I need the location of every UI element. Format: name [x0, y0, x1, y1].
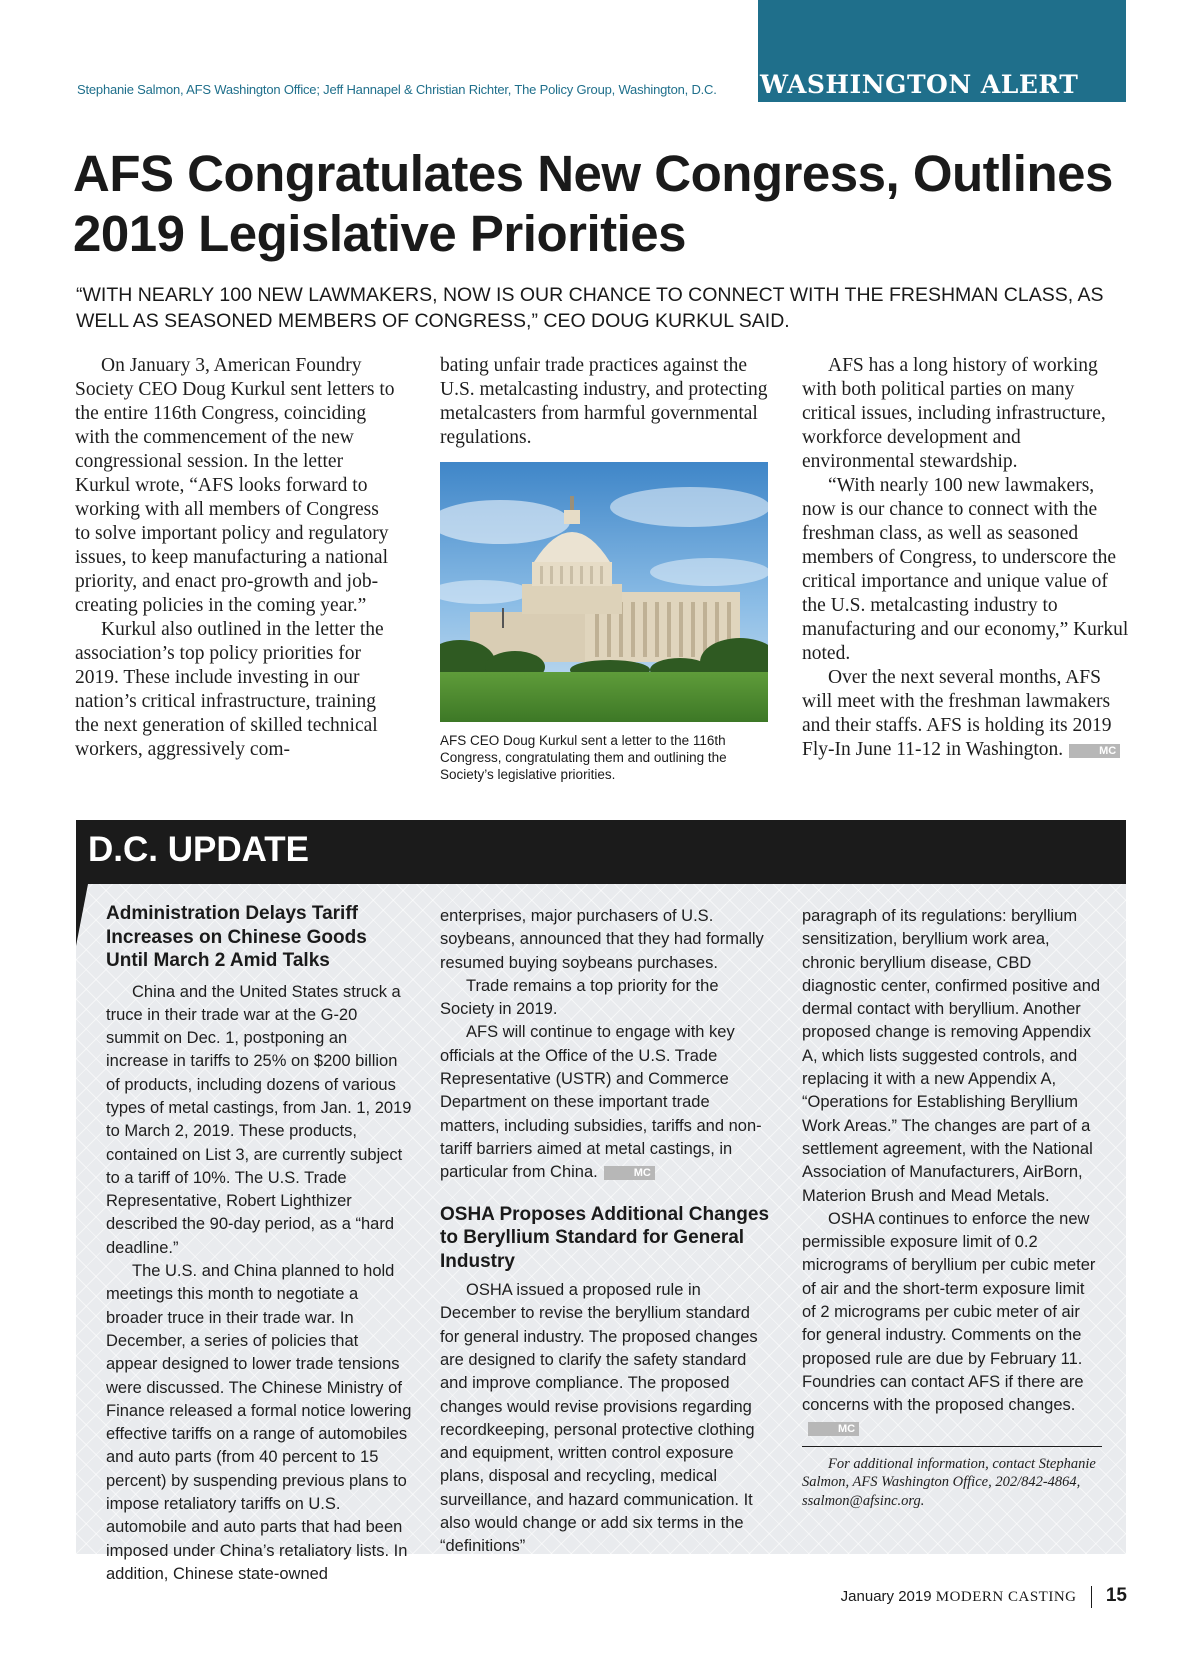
byline: Stephanie Salmon, AFS Washington Office; Jeff Hannapel & Christian Richter, The Policy Group, Washington, D.C.	[77, 82, 717, 97]
end-mark: MC	[1069, 744, 1120, 758]
article-title: AFS Congratulates New Congress, Outlines 2019 Legislative Priorities	[73, 145, 1113, 262]
paragraph-text: OSHA continues to enforce the new permissible exposure limit of 0.2 micrograms of beryllium per cubic meter of air and the short-term exposure limit of 2 micrograms per cubic meter of air for general industry. Comments on the proposed rule are due by February 11. Foundries can contact AFS if there are concerns with the proposed changes.	[802, 1209, 1096, 1415]
page-footer	[802, 1585, 1127, 1608]
dc-column-1	[106, 902, 414, 1586]
paragraph: “With nearly 100 new lawmakers, now is our chance to connect with the freshman class, as well as seasoned members of Congress, to underscore the critical importance and unique value of the U.S. metalcasting industry to manufacturing and our economy,” Kurkul noted.	[802, 475, 1129, 664]
paragraph: China and the United States struck a truce in their trade war at the G-20 summit on Dec. 1, postponing an increase in tariffs to 25% on $200 billion of products, including dozens of various types of metal castings, from Jan. 1, 2019 to March 2, 2019. These products, contained on List 3, are currently subject to a tariff of 10%. The U.S. Trade Representative, Robert Lighthizer described the 90-day period, as a “hard deadline.”	[106, 982, 412, 1257]
magazine-name: MODERN CASTING	[935, 1589, 1077, 1605]
capitol-photo	[440, 462, 768, 722]
paragraph	[802, 666, 1132, 762]
end-mark: MC	[808, 1422, 859, 1436]
contact-info: For additional information, contact Stephanie Salmon, AFS Washington Office, 202/842-4864, ssalmon@afsinc.org.	[802, 1455, 1096, 1509]
page-number: 15	[1105, 1585, 1127, 1606]
paragraph: bating unfair trade practices against the U.S. metalcasting industry, and protecting metalcasters from harmful governmental regulations.	[440, 355, 768, 448]
paragraph-text: AFS will continue to engage with key officials at the Office of the U.S. Trade Representative (USTR) and Commerce Department on these important trade matters, including subsidies, tariffs and non-tariff barriers aimed at metal castings, in particular from China.	[440, 1023, 762, 1182]
dc-column-2	[440, 905, 770, 1559]
article-column-2	[440, 354, 770, 450]
paragraph: Kurkul also outlined in the letter the association’s top policy priorities for 2019. These include investing in our nation’s critical infrastructure, training the next generation of skilled technical workers, aggressively com-	[75, 619, 384, 760]
article-column-3	[802, 354, 1132, 762]
paragraph: enterprises, major purchasers of U.S. soybeans, announced that they had formally resumed buying soybeans purchases.	[440, 907, 764, 972]
paragraph	[440, 1021, 770, 1184]
dc-update-notch	[76, 884, 88, 946]
story-heading: OSHA Proposes Additional Changes to Beryllium Standard for General Industry	[440, 1203, 770, 1272]
paragraph: The U.S. and China planned to hold meetings this month to negotiate a broader truce in their trade war. In December, a series of policies that appear designed to lower trade tensions were discussed. The Chinese Ministry of Finance released a formal notice lowering effective tariffs on a range of automobiles and auto parts (from 40 percent to 15 percent) by suspending previous plans to impose retaliatory tariffs on U.S. automobile and auto parts that had been imposed under China’s retaliatory lists. In addition, Chinese state-owned	[106, 1262, 412, 1583]
paragraph-text: Over the next several months, AFS will meet with the freshman lawmakers and their staffs. AFS is holding its 2019 Fly-In June 11-12 in Washington.	[802, 667, 1112, 760]
dc-update-title: D.C. UPDATE	[88, 830, 310, 869]
end-mark: MC	[604, 1166, 655, 1180]
paragraph: paragraph of its regulations: beryllium sensitization, beryllium work area, chronic beryllium disease, CBD diagnostic center, confirmed positive and dermal contact with beryllium. Another proposed change is removing Appendix A, which lists suggested controls, and replacing it with a new Appendix A, “Operations for Establishing Beryllium Work Areas.” The changes are part of a settlement agreement, with the National Association of Manufacturers, AirBorn, Materion Brush and Mead Metals.	[802, 907, 1101, 1205]
dc-column-3	[802, 905, 1102, 1510]
contact-box	[802, 1446, 1102, 1511]
photo-caption: AFS CEO Doug Kurkul sent a letter to the 116th Congress, congratulating them and outlining the Society’s legislative priorities.	[440, 733, 727, 782]
paragraph	[802, 1208, 1102, 1441]
article-deck: “WITH NEARLY 100 NEW LAWMAKERS, NOW IS OUR CHANCE TO CONNECT WITH THE FRESHMAN CLASS, AS WELL AS SEASONED MEMBERS OF CONGRESS,” CEO DOUG KURKUL SAID.	[76, 284, 1104, 332]
paragraph: OSHA issued a proposed rule in December to revise the beryllium standard for general industry. The proposed changes are designed to clarify the safety standard and improve compliance. The proposed changes would revise provisions regarding recordkeeping, personal protective clothing and equipment, written control exposure plans, disposal and recycling, medical surveillance, and hazard communication. It also would change or add six terms in the “definitions”	[440, 1281, 758, 1556]
article-column-1	[75, 354, 395, 762]
paragraph: Trade remains a top priority for the Society in 2019.	[440, 976, 719, 1019]
paragraph: AFS has a long history of working with both political parties on many critical issues, including infrastructure, workforce development and environmental stewardship.	[802, 355, 1106, 472]
paragraph: On January 3, American Foundry Society CEO Doug Kurkul sent letters to the entire 116th Congress, coinciding with the commencement of the new congressional session. In the letter Kurkul wrote, “AFS looks forward to working with all members of Congress to solve important policy and regulatory issues, to keep manufacturing a national priority, and enact pro-growth and job-creating policies in the coming year.”	[75, 355, 395, 616]
issue-date: January 2019	[840, 1588, 932, 1605]
section-label: WASHINGTON ALERT	[760, 70, 1079, 99]
story-heading: Administration Delays Tariff Increases on Chinese Goods Until March 2 Amid Talks	[106, 903, 367, 971]
footer-divider	[1091, 1586, 1092, 1608]
